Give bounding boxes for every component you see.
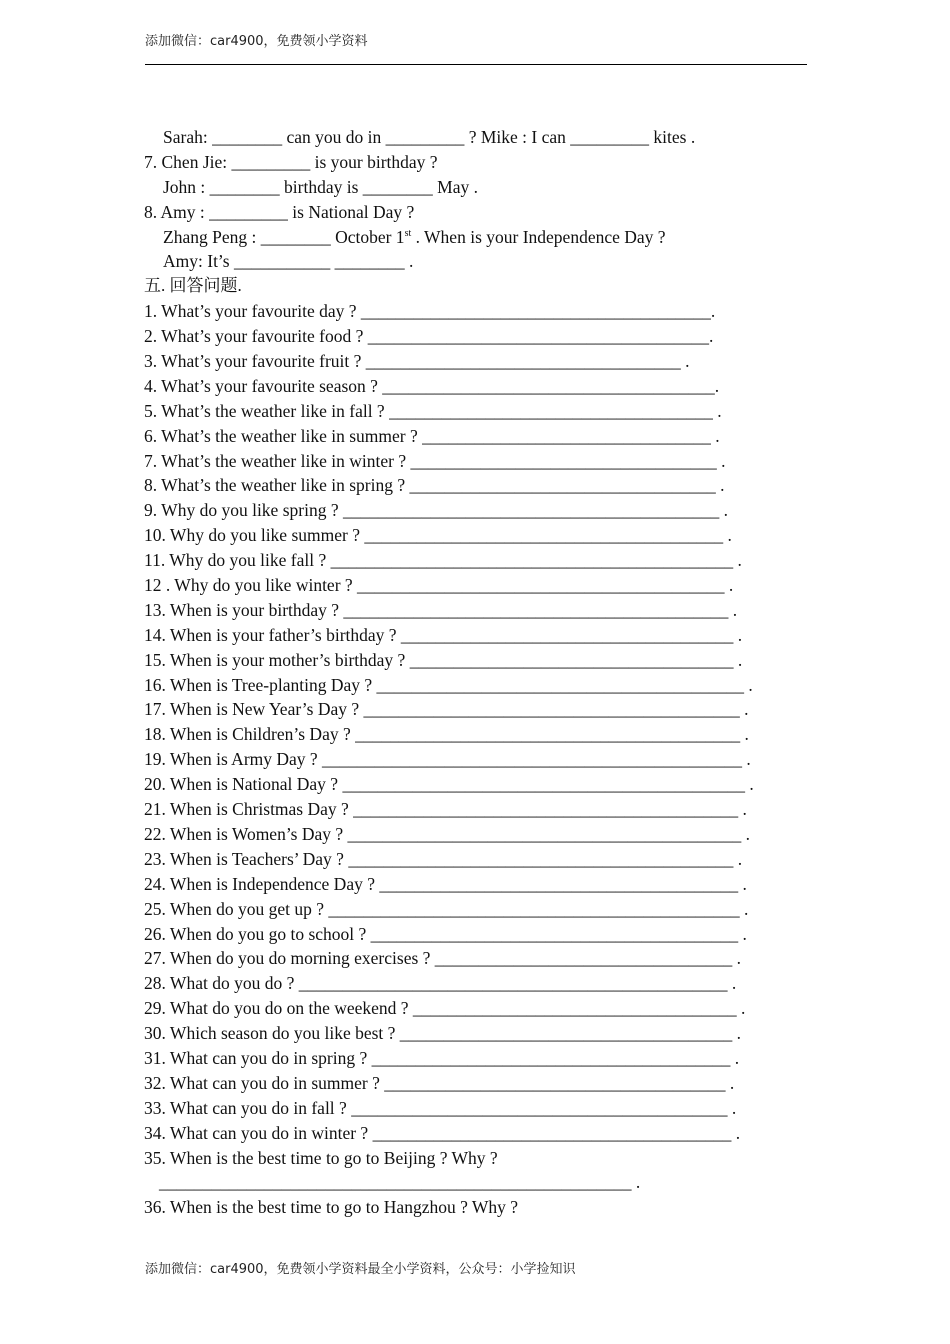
- question-item: 24. When is Independence Day ? _________________________________________ .: [144, 873, 747, 894]
- question-item: 29. What do you do on the weekend ? _____________________________________ .: [144, 998, 746, 1019]
- question-list: [144, 299, 814, 1220]
- question-item: 32. What can you do in summer ? _______________________________________ .: [144, 1072, 735, 1093]
- section-5-title: 五. 回答问题.: [144, 276, 242, 296]
- zhang-peng-text-b: . When is your Independence Day ?: [411, 226, 666, 247]
- question-item: 9. Why do you like spring ? ___________________________________________ .: [144, 500, 728, 521]
- dialogue-zhang-peng: [144, 225, 814, 250]
- question-item: 13. When is your birthday ? ____________________________________________ .: [144, 599, 738, 620]
- question-item: 1. What’s your favourite day ? ________________________________________.: [144, 301, 716, 322]
- question-8-amy: 8. Amy : _________ is National Day ?: [144, 201, 415, 222]
- question-item: 3. What’s your favourite fruit ? ____________________________________ .: [144, 351, 690, 372]
- question-item: 31. What can you do in spring ? _________________________________________ .: [144, 1047, 740, 1068]
- page-footer: 添加微信：car4900，免费领小学资料最全小学资料，公众号：小学捡知识: [145, 1262, 576, 1277]
- question-item: 35. When is the best time to go to Beijing ? Why ?: [144, 1147, 498, 1168]
- question-item: 21. When is Christmas Day ? ____________________________________________ .: [144, 799, 747, 820]
- dialogue-amy: Amy: It’s ___________ ________ .: [163, 251, 414, 272]
- question-item: 6. What’s the weather like in summer ? _________________________________ .: [144, 425, 720, 446]
- question-item: 20. When is National Day ? ______________________________________________ .: [144, 774, 754, 795]
- question-item: 12 . Why do you like winter ? __________________________________________ .: [144, 575, 734, 596]
- question-item: 33. What can you do in fall ? ___________________________________________ .: [144, 1097, 737, 1118]
- ordinal-suffix: st: [404, 227, 412, 239]
- question-item: 30. Which season do you like best ? ______________________________________ .: [144, 1023, 742, 1044]
- question-item: 36. When is the best time to go to Hangzhou ? Why ?: [144, 1197, 519, 1218]
- question-item: 16. When is Tree-planting Day ? __________________________________________ .: [144, 674, 753, 695]
- dialogue-sarah-mike: Sarah: ________ can you do in _________ ? Mike : I can _________ kites .: [163, 127, 696, 147]
- question-item: 10. Why do you like summer ? _________________________________________ .: [144, 525, 732, 546]
- question-item: 8. What’s the weather like in spring ? ___________________________________ .: [144, 475, 725, 496]
- worksheet-body: [144, 125, 814, 1220]
- dialogue-john: John : ________ birthday is ________ May .: [163, 176, 478, 197]
- question-item: 14. When is your father’s birthday ? ______________________________________ .: [144, 624, 743, 645]
- question-item: 23. When is Teachers’ Day ? ____________________________________________ .: [144, 848, 743, 869]
- question-7-chen-jie: 7. Chen Jie: _________ is your birthday ?: [144, 151, 438, 172]
- question-item: 4. What’s your favourite season ? ______________________________________.: [144, 375, 720, 396]
- question-item: 11. Why do you like fall ? ______________________________________________ .: [144, 550, 742, 571]
- question-item: 34. What can you do in winter ? _________________________________________ .: [144, 1122, 741, 1143]
- question-item: 28. What do you do ? _________________________________________________ .: [144, 973, 737, 994]
- question-item: 19. When is Army Day ? ________________________________________________ .: [144, 749, 751, 770]
- page-header: 添加微信：car4900，免费领小学资料: [145, 34, 368, 49]
- header-divider: [145, 64, 807, 65]
- question-item: ______________________________________________________ .: [159, 1172, 641, 1193]
- question-item: 2. What’s your favourite food ? _______________________________________.: [144, 326, 714, 347]
- question-item: 15. When is your mother’s birthday ? _____________________________________ .: [144, 649, 743, 670]
- question-item: 7. What’s the weather like in winter ? ___________________________________ .: [144, 450, 726, 471]
- question-item: 18. When is Children’s Day ? ____________________________________________ .: [144, 724, 749, 745]
- question-item: 22. When is Women’s Day ? _____________________________________________ .: [144, 823, 751, 844]
- zhang-peng-text-a: Zhang Peng : ________ October 1: [163, 226, 405, 247]
- question-item: 26. When do you go to school ? __________________________________________ .: [144, 923, 747, 944]
- question-item: 25. When do you get up ? _______________________________________________ .: [144, 898, 749, 919]
- question-item: 27. When do you do morning exercises ? __________________________________ .: [144, 948, 742, 969]
- question-item: 17. When is New Year’s Day ? ___________________________________________ .: [144, 699, 749, 720]
- question-item: 5. What’s the weather like in fall ? _____________________________________ .: [144, 400, 722, 421]
